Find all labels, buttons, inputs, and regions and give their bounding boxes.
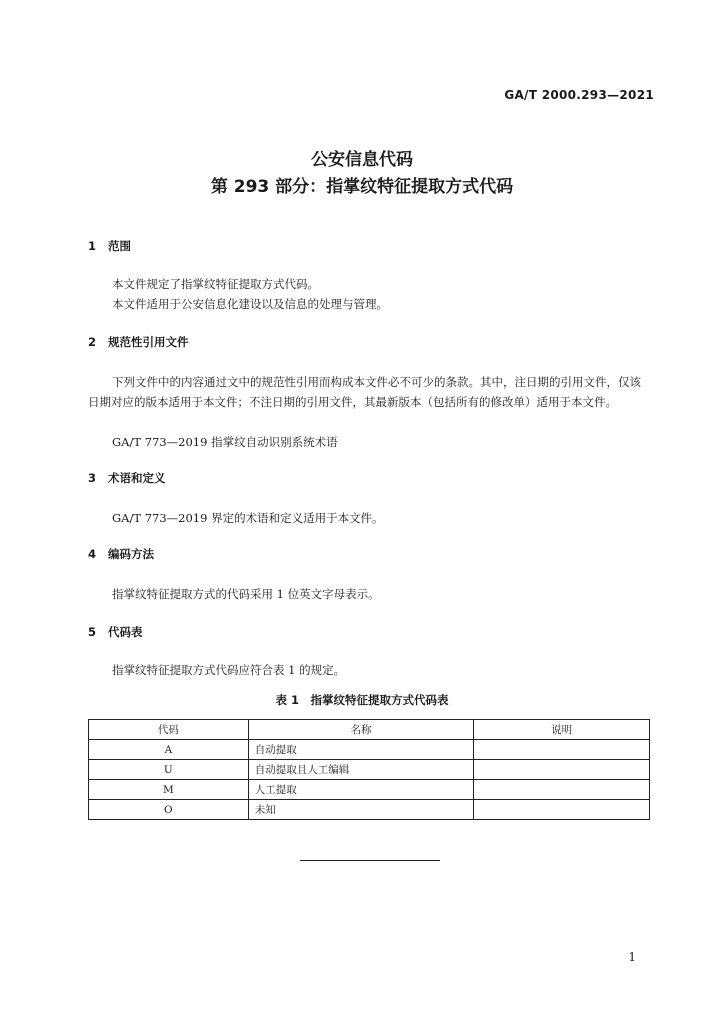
section-number: 2 (88, 335, 97, 349)
cell-description (474, 740, 650, 760)
section-4-heading (88, 546, 154, 562)
section-2-paragraph-1: 下列文件中的内容通过文中的规范性引用而构成本文件必不可少的条款。其中，注日期的引用文件，仅该日期对应的版本适用于本文件；不注日期的引用文件，其最新版本（包括所有的修改单）适用于本文件。 (88, 375, 641, 409)
table-row (89, 780, 650, 800)
header-name: 名称 (248, 720, 474, 740)
end-divider (300, 860, 440, 861)
cell-code: M (89, 780, 249, 800)
section-1-paragraph-1: 本文件规定了指掌纹特征提取方式代码。 (112, 277, 319, 291)
table-row (89, 740, 650, 760)
cell-description (474, 800, 650, 820)
section-title: 编码方法 (108, 547, 154, 561)
page-number: 1 (628, 950, 636, 964)
section-1-paragraph-2: 本文件适用于公安信息化建设以及信息的处理与管理。 (112, 297, 388, 311)
section-number: 3 (88, 471, 97, 485)
section-5-heading (88, 624, 143, 640)
cell-name: 人工提取 (248, 780, 474, 800)
cell-description (474, 760, 650, 780)
section-title: 规范性引用文件 (108, 335, 189, 349)
cell-name: 未知 (248, 800, 474, 820)
code-table (88, 719, 650, 820)
cell-code: A (89, 740, 249, 760)
cell-name: 自动提取 (248, 740, 474, 760)
table-header-row (89, 720, 650, 740)
table-row (89, 760, 650, 780)
cell-description (474, 780, 650, 800)
section-number: 5 (88, 625, 97, 639)
standard-code: GA/T 2000.293—2021 (504, 88, 654, 102)
cell-name: 自动提取且人工编辑 (248, 760, 474, 780)
cell-code: O (89, 800, 249, 820)
section-2-paragraph-2: GA/T 773—2019 指掌纹自动识别系统术语 (112, 435, 338, 449)
section-title: 范围 (108, 239, 131, 253)
section-title: 代码表 (108, 625, 143, 639)
section-number: 4 (88, 547, 97, 561)
cell-code: U (89, 760, 249, 780)
table-row (89, 800, 650, 820)
section-3-heading (88, 470, 166, 486)
table-caption: 表 1 指掌纹特征提取方式代码表 (275, 693, 449, 707)
document-title: 公安信息代码 (311, 150, 413, 170)
section-number: 1 (88, 239, 97, 253)
section-4-paragraph-1: 指掌纹特征提取方式的代码采用 1 位英文字母表示。 (112, 587, 380, 601)
section-1-heading (88, 238, 131, 254)
header-description: 说明 (474, 720, 650, 740)
section-5-paragraph-1: 指掌纹特征提取方式代码应符合表 1 的规定。 (112, 663, 346, 677)
section-3-paragraph-1: GA/T 773—2019 界定的术语和定义适用于本文件。 (112, 511, 384, 525)
document-subtitle: 第 293 部分：指掌纹特征提取方式代码 (210, 177, 514, 197)
header-code: 代码 (89, 720, 249, 740)
section-2-heading (88, 334, 189, 350)
section-title: 术语和定义 (108, 471, 166, 485)
